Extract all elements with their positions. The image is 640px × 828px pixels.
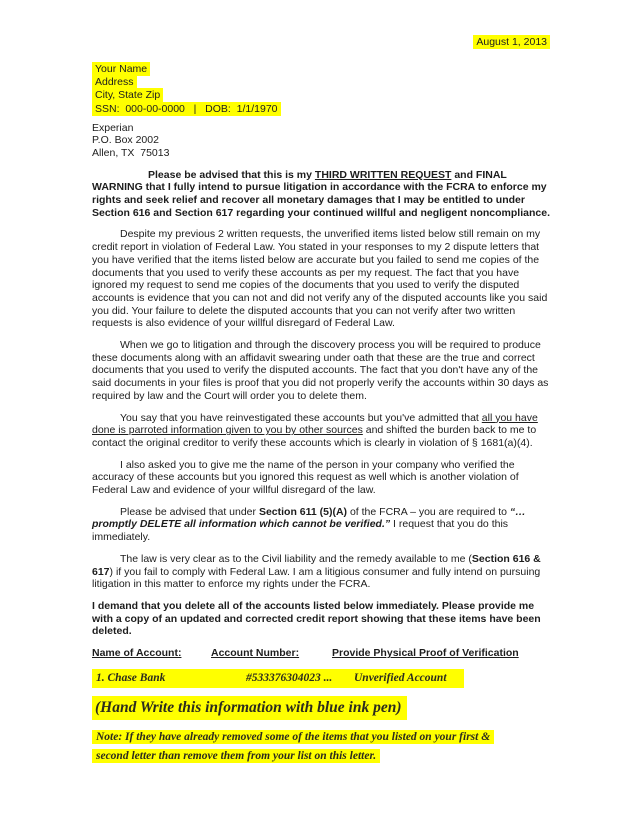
letter-date: August 1, 2013 <box>473 35 550 49</box>
p6-mid: of the FCRA – you are required to <box>347 505 510 518</box>
account-name: 1. Chase Bank <box>96 672 166 685</box>
p4-parroted-underline: all you have done is parroted information given to you by other sources <box>92 411 538 437</box>
bottom-note-line-2 <box>92 746 556 765</box>
account-verification-status: Unverified Account <box>354 672 447 685</box>
p6-pre: Please be advised that under <box>120 505 259 518</box>
sender-city-state-zip: City, State Zip <box>92 88 163 102</box>
header-proof-of-verification: Provide Physical Proof of Verification <box>332 647 519 660</box>
p7-pre: The law is very clear as to the Civil liability and the remedy available to me ( <box>120 552 472 565</box>
sender-block <box>92 63 556 116</box>
sender-line-name <box>92 63 556 76</box>
note-text-2: second letter than remove them from your list on this letter. <box>92 749 380 763</box>
table-row-chase-bank <box>92 669 464 688</box>
p1-post: and FINAL WARNING that I fully intend to pursue litigation in accordance with the FCRA to enforce my rights and seek relief and recover all monetary damages that I may be entitled to under Section 616 and Section 617 regarding your continued willful and negligent noncompliance. <box>92 168 550 219</box>
note-text-1: Note: If they have already removed some of the items that you listed on your first & <box>92 730 494 744</box>
header-account-number: Account Number: <box>211 647 300 660</box>
p7-section-bold: Section 616 & 617 <box>92 552 541 578</box>
paragraph-section-611 <box>92 506 556 544</box>
paragraph-litigation-discovery: When we go to litigation and through the discovery process you will be required to produce these documents along with an affidavit swearing under oath that these are the true and correct documents that you used to verify the disputed accounts. The fact that you don't have any of the said documents in your files is proof that you did not properly verify the accounts within 30 days as required by law and the Court will order you to delete them. <box>92 339 549 402</box>
p4-post: and shifted the burden back to me to contact the original creditor to verify these accounts which is clearly in violation of § 1681(a)(4). <box>92 424 537 449</box>
p6-delete-quote: “…promptly DELETE all information which cannot be verified.” <box>92 505 526 531</box>
sender-name: Your Name <box>92 62 150 76</box>
table-header-row <box>92 647 556 659</box>
paragraph-reinvestigated <box>92 412 556 450</box>
header-name-of-account: Name of Account: <box>92 647 182 660</box>
p1-third-written-request: THIRD WRITTEN REQUEST <box>314 168 452 181</box>
account-number: #533376304023 ... <box>246 672 333 685</box>
p6-section-bold: Section 611 (5)(A) <box>258 505 348 518</box>
date-row <box>92 36 550 49</box>
paragraph-demand-delete: I demand that you delete all of the accounts listed below immediately. Please provide me with a copy of an updated and corrected credit report showing that these items have been deleted. <box>92 599 541 638</box>
p1-pre: Please be advised that this is my <box>148 168 315 181</box>
p7-post: ) if you fail to comply with Federal Law. I am a litigious consumer and fully intend on pursuing litigation in this matter to enforce my rights under the FCRA. <box>92 565 541 591</box>
sender-address: Address <box>92 75 137 89</box>
p4-pre: You say that you have reinvestigated these accounts but you've admitted that <box>120 411 482 424</box>
bottom-note-line-1 <box>92 727 556 746</box>
recipient-block <box>92 122 556 160</box>
paragraph-despite-previous-requests: Despite my previous 2 written requests, the unverified items listed below still remain on my credit report in violation of Federal Law. You stated in your responses to my 2 dispute letters that you have verified that the items listed below are accurate but you failed to send me copies of the documents that you used to verify these accounts as per my request. The fact that you have ignored my request to send me copies of the documents that you used to verify the disputed accounts is evidence that you can not and did not verify any of the disputed accounts like you said you did. Your failure to delete the disputed accounts that you can not verify after two written requests is also evidence of your willful disregard of Federal Law. <box>92 228 548 330</box>
paragraph-civil-liability <box>92 553 556 591</box>
bottom-note <box>92 727 556 765</box>
handwrite-instruction-row <box>92 699 556 717</box>
recipient-city-state-zip: Allen, TX 75013 <box>92 147 170 159</box>
sender-line-ssn-dob <box>92 103 556 116</box>
p6-post: I request that you do this immediately. <box>92 518 509 544</box>
paragraph-final-warning <box>92 169 556 220</box>
sender-ssn-dob: SSN: 000-00-0000 | DOB: 1/1/1970 <box>92 102 281 116</box>
recipient-po-box: P.O. Box 2002 <box>92 134 159 147</box>
paragraph-person-who-verified: I also asked you to give me the name of the person in your company who verified the accuracy of these accounts but you ignored this request as well which is another violation of Federal Law and evidence of your willful disregard of the law. <box>92 458 519 497</box>
sender-line-city <box>92 89 556 102</box>
handwrite-instruction: (Hand Write this information with blue ink pen) <box>92 696 407 720</box>
recipient-name: Experian <box>92 121 134 134</box>
